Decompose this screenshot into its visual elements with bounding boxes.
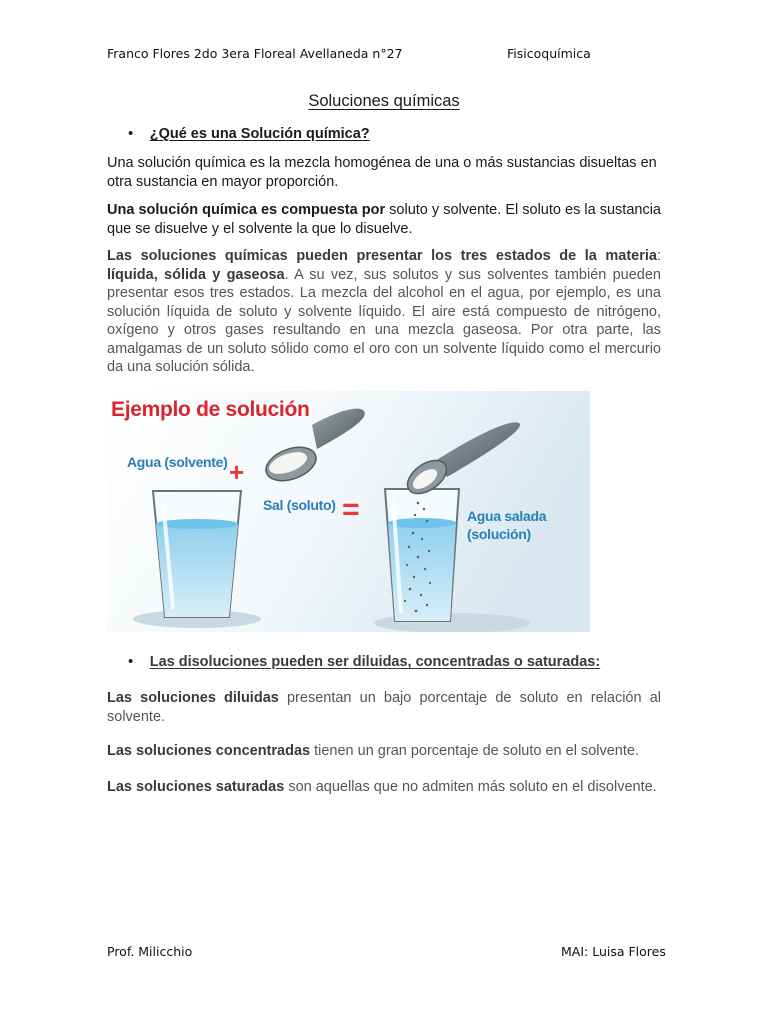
label-water: Agua (solvente) [127,454,228,470]
glass-water-icon [153,491,241,617]
bullet-2 [128,653,600,671]
paragraph-definition: Una solución química es la mezcla homogénea de una o más sustancias disueltas en otra sustancia en mayor proporción. [107,155,657,190]
saturated-bold: Las soluciones saturadas [107,779,285,795]
types-heading: Las disoluciones pueden ser diluidas, concentradas o saturadas: [149,654,601,670]
paragraph-saturated [107,778,661,797]
diluted-bold: Las soluciones diluidas [107,690,279,706]
paragraph-composition [107,201,661,238]
label-result-line1: Agua salada [467,508,547,524]
saturated-rest: son aquellas que no admiten más soluto en el disolvente. [284,779,657,795]
bullet-1 [128,125,370,143]
solution-example-figure [107,391,590,632]
bullet-dot-icon: • [128,653,134,670]
paragraph-diluted [107,689,661,726]
plus-sign: + [229,457,245,487]
label-result [467,507,546,543]
states-rest: . A su vez, sus solutos y sus solventes también pueden presentar esos tres estados. La mezcla del alcohol en el agua, por ejemplo, es una solución líquida de soluto y solvente líquido. El aire está compuesto de nitrógeno, oxígeno y otros gases resultando en una mezcla gaseosa. Por otra parte, las amalgamas de un soluto sólido como el oro con un solvente líquido como el mercurio da una solución sólida. [107,266,661,375]
paragraph-states [107,247,661,377]
glass-saltwater-icon [385,489,459,621]
label-result-line2: (solución) [467,526,531,542]
document-title: Soluciones químicas [308,92,460,110]
composition-bold: Una solución química es compuesta por [107,202,386,218]
header-subject: Fisicoquímica [507,46,591,61]
bullet-dot-icon: • [128,125,134,142]
paragraph-concentrated [107,742,661,761]
concentrated-bold: Las soluciones concentradas [107,743,311,759]
states-bold-2: líquida, sólida y gaseosa [107,266,285,283]
composition-rest: soluto y solvente. El soluto es la sustancia que se disuelve y el solvente la que lo disuelve. [107,202,661,237]
concentrated-rest: tienen un gran porcentaje de soluto en el solvente. [310,743,639,759]
footer-teacher: Prof. Milicchio [107,944,193,959]
equals-sign: = [342,493,360,526]
footer-student: MAI: Luisa Flores [561,944,666,959]
diluted-rest: presentan un bajo porcentaje de soluto en relación al solvente. [107,690,661,725]
figure-title: Ejemplo de solución [111,398,310,421]
label-salt: Sal (soluto) [263,497,336,513]
states-colon: : [656,248,661,264]
question-heading: ¿Qué es una Solución química? [149,126,370,142]
header-author: Franco Flores 2do 3era Floreal Avellaneda n°27 [107,46,403,61]
states-bold-1: Las soluciones químicas pueden presentar los tres estados de la materia [107,248,657,264]
